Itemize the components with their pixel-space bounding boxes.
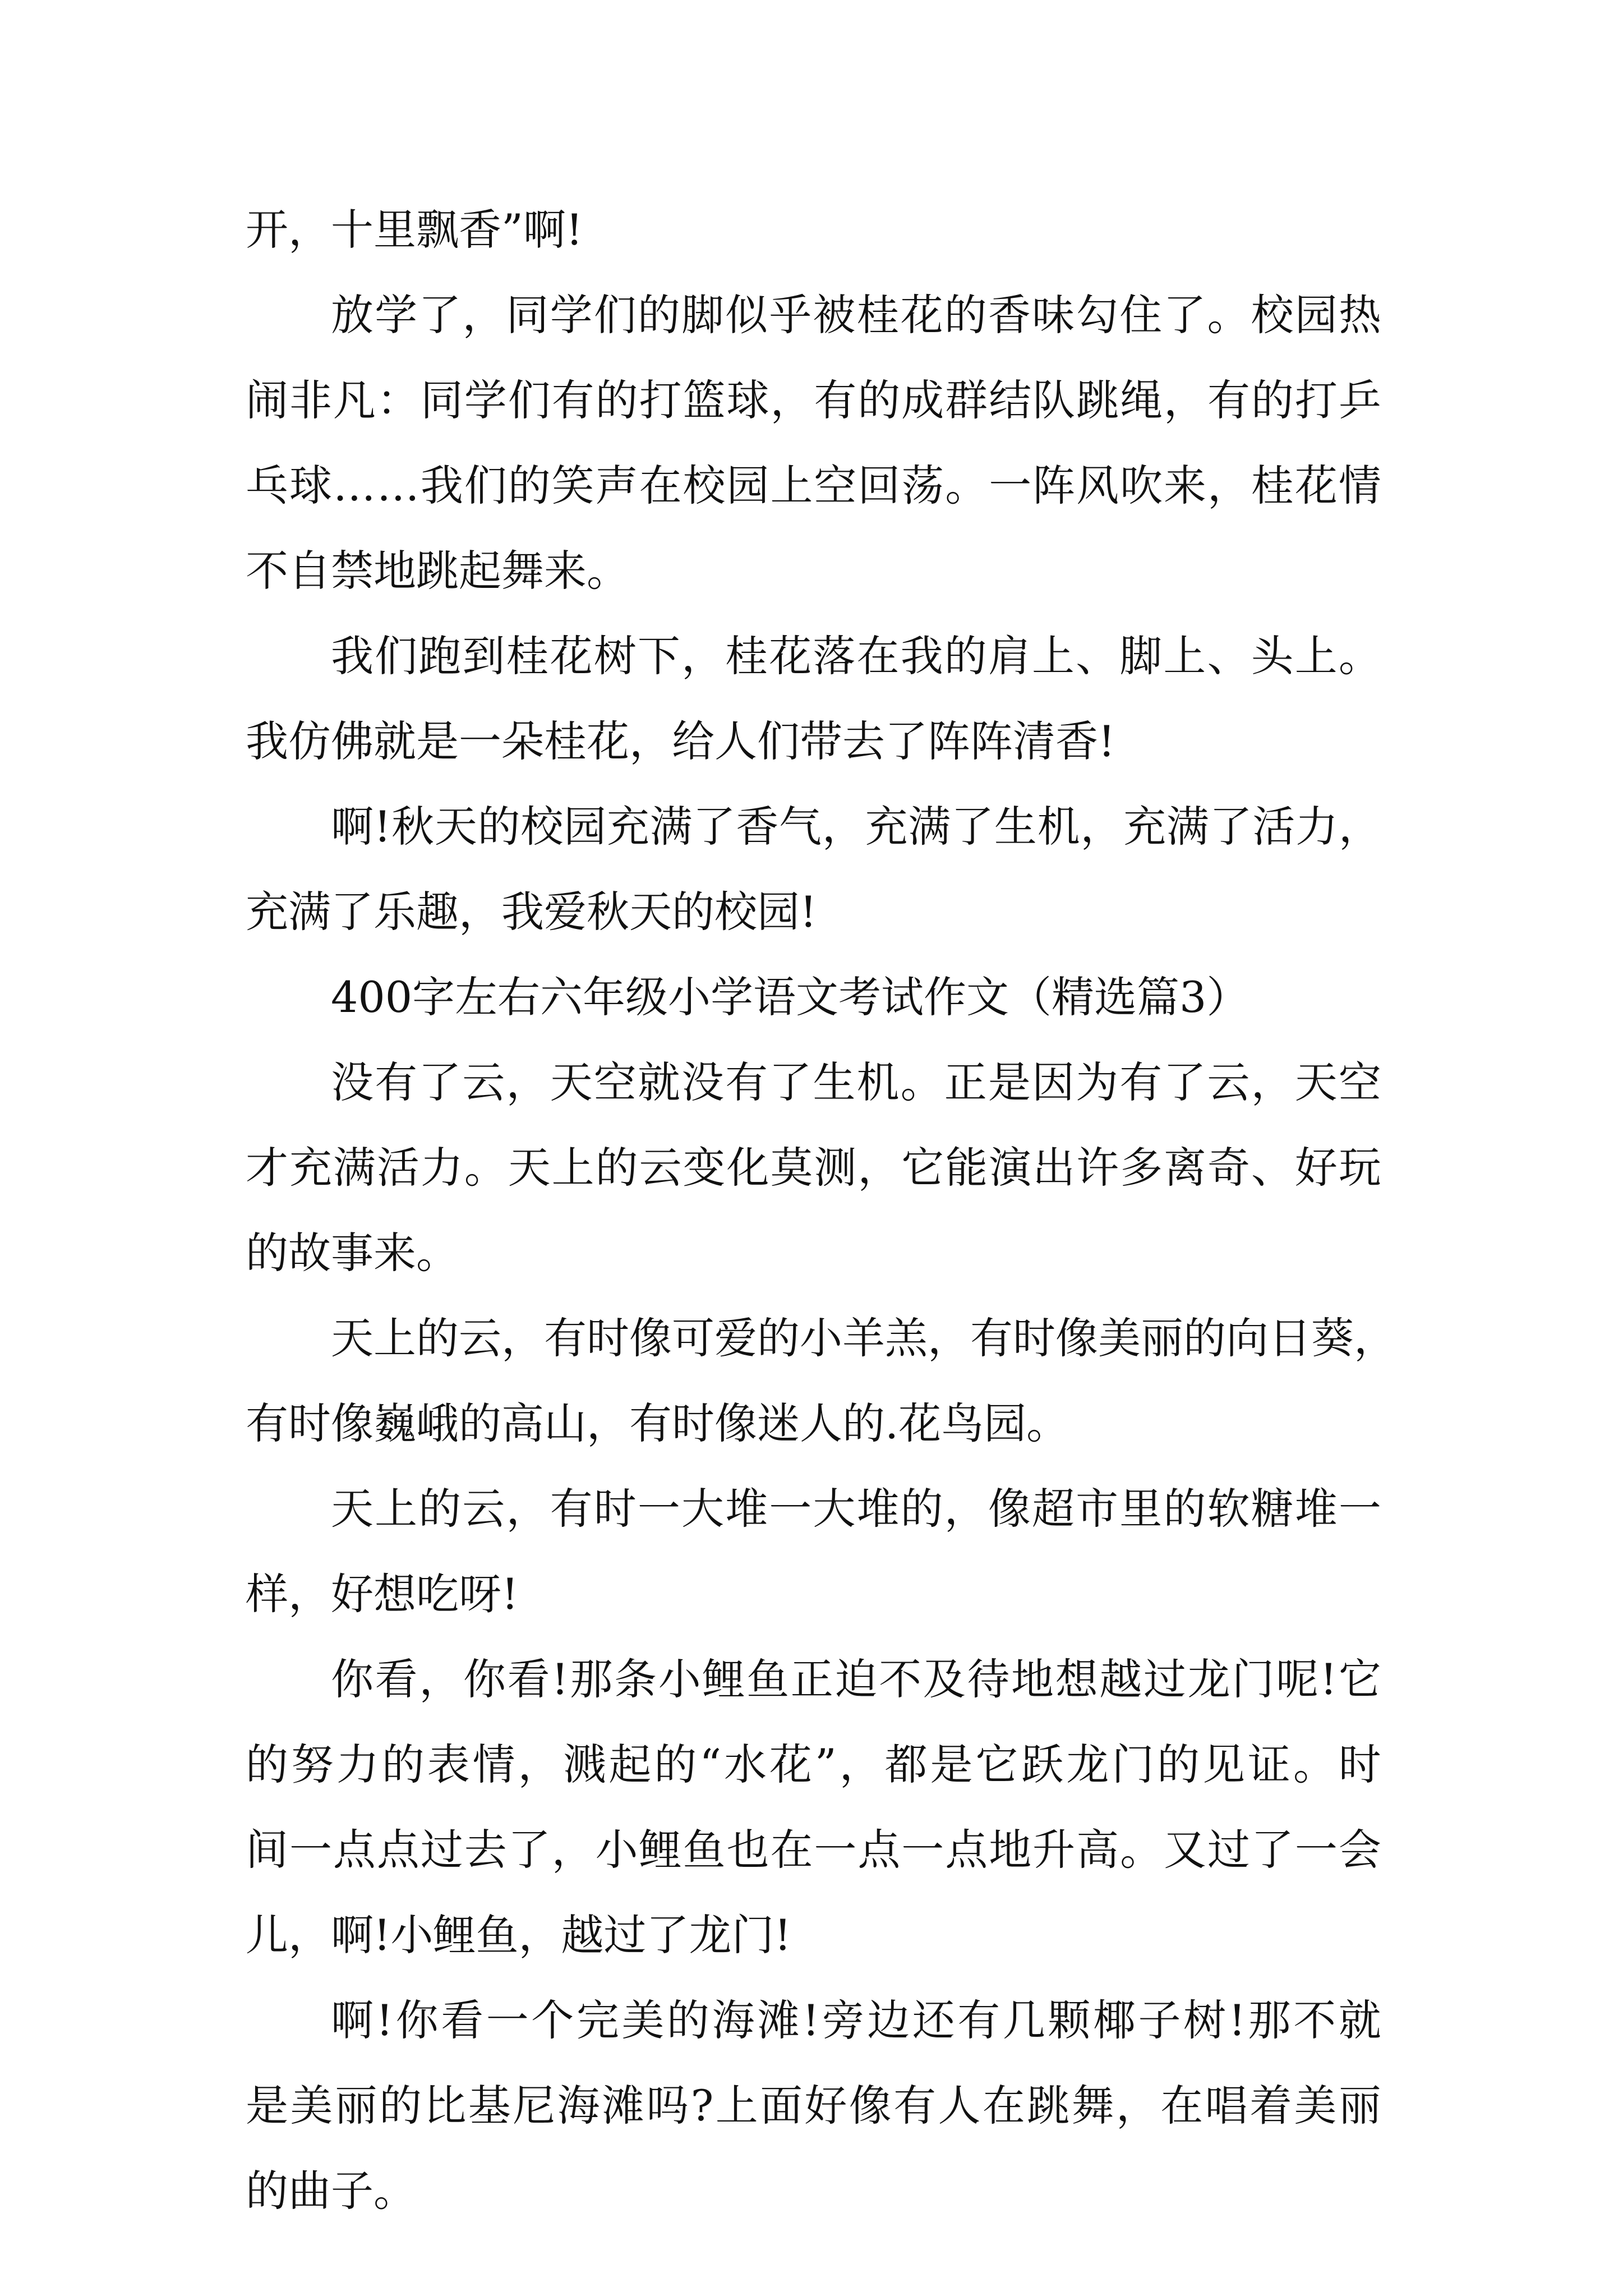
text-line: 样，好想吃呀! [246,1569,519,1619]
text-line: 才 充 满 活 力 。 天 上 的 云 变 化 莫 测 ， 它 能 演 出 许 多 离 奇 、 好 玩 [246,1143,1381,1193]
text-line: 没 有 了 云 ， 天 空 就 没 有 了 生 机 。 正 是 因 为 有 了 云 ， 天 空 [331,1057,1381,1107]
text-line: 儿，啊!小鲤鱼，越过了龙门! [246,1910,792,1960]
text-line: 充满了乐趣，我爱秋天的校园! [246,887,817,937]
text-line: 间 一 点 点 过 去 了 ， 小 鲤 鱼 也 在 一 点 一 点 地 升 高 。 又 过 了 一 会 [246,1825,1381,1875]
text-line: 的故事来。 [246,1228,459,1278]
text-line: 的曲子。 [246,2166,416,2216]
text-line: 乓 球 … … 我 们 的 笑 声 在 校 园 上 空 回 荡 。 一 阵 风 吹 来 ， 桂 花 情 [246,461,1381,510]
text-line: 放 学 了 ， 同 学 们 的 脚 似 乎 被 桂 花 的 香 味 勾 住 了 。 校 园 热 [331,290,1381,340]
text-line: 有时像巍峨的高山，有时像迷人的.花鸟园。 [246,1398,1069,1448]
text-line: 我 们 跑 到 桂 花 树 下 ， 桂 花 落 在 我 的 肩 上 、 脚 上 、 头 上 。 [331,631,1381,681]
text-line: 天 上 的 云 ， 有 时 像 可 爱 的 小 羊 羔 ， 有 时 像 美 丽 的 向 日 葵 ， [331,1313,1396,1363]
text-line: 我仿佛就是一朵桂花，给人们带去了阵阵清香! [246,716,1115,766]
section-heading: 400字左右六年级小学语文考试作文（精选篇3） [331,972,1249,1022]
text-line: 啊 ! 秋 天 的 校 园 充 满 了 香 气 ， 充 满 了 生 机 ， 充 满 了 活 力 ， [331,802,1381,852]
text-line: 的 努 力 的 表 情 ， 溅 起 的 “ 水 花 ” ， 都 是 它 跃 龙 门 的 见 证 。 时 [246,1740,1381,1789]
text-line: 开，十里飘香”啊! [246,205,583,255]
text-line: 你 看 ， 你 看 ! 那 条 小 鲤 鱼 正 迫 不 及 待 地 想 越 过 龙 门 呢 ! 它 [331,1654,1381,1704]
text-line: 不自禁地跳起舞来。 [246,546,629,596]
text-line: 啊 ! 你 看 一 个 完 美 的 海 滩 ! 旁 边 还 有 几 颗 椰 子 树 ! 那 不 就 [331,1995,1381,2045]
document-body [246,205,1396,2255]
text-line: 闹 非 凡 ： 同 学 们 有 的 打 篮 球 ， 有 的 成 群 结 队 跳 绳 ， 有 的 打 乒 [246,375,1381,425]
text-line: 天 上 的 云 ， 有 时 一 大 堆 一 大 堆 的 ， 像 超 市 里 的 软 糖 堆 一 [331,1484,1381,1534]
text-line: 是 美 丽 的 比 基 尼 海 滩 吗 ? 上 面 好 像 有 人 在 跳 舞 ， 在 唱 着 美 丽 [246,2081,1381,2131]
